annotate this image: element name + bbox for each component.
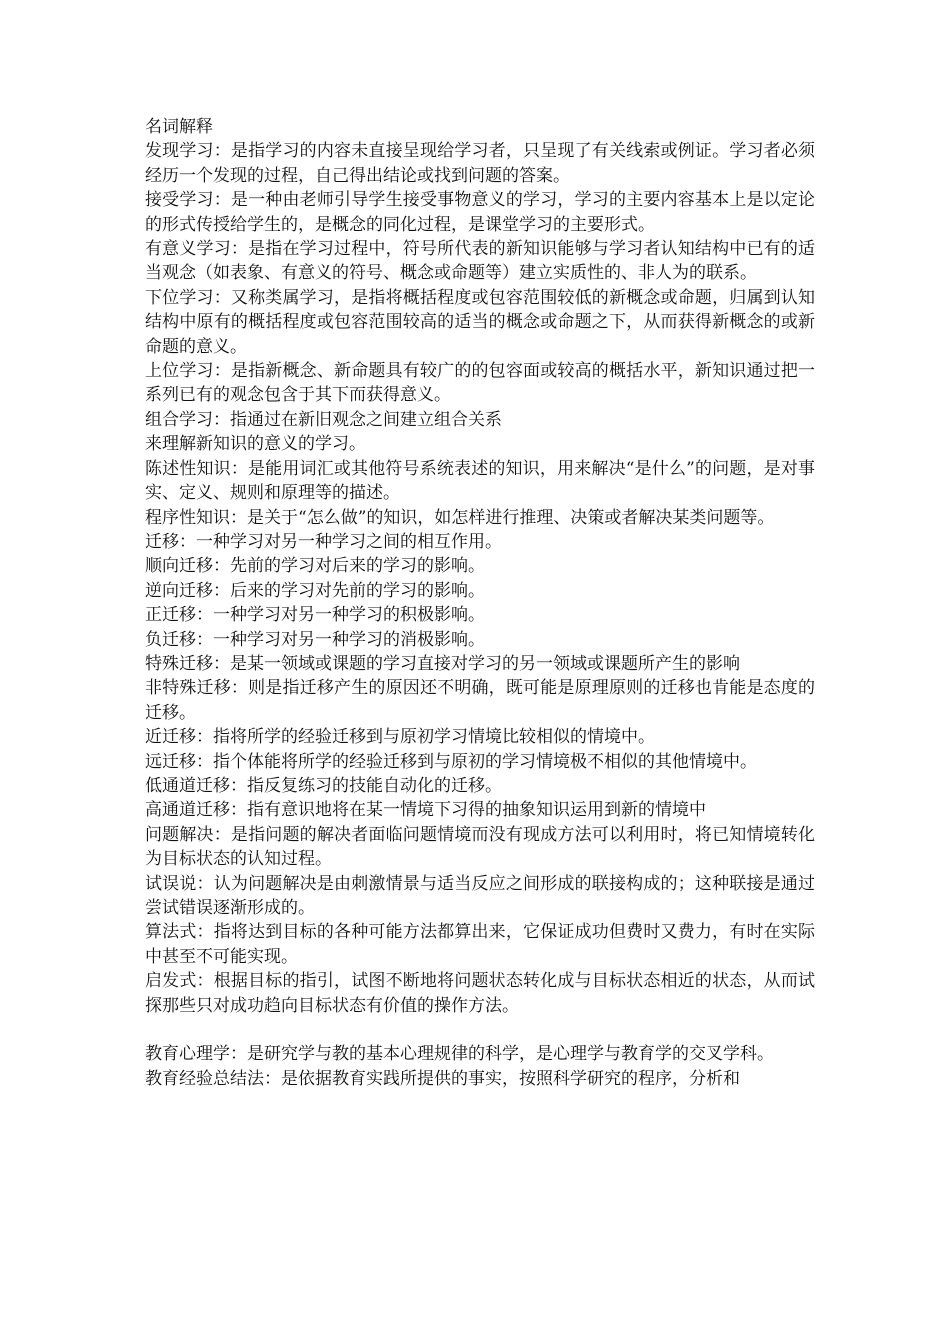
entry-meaningful-learning: 有意义学习：是指在学习过程中，符号所代表的新知识能够与学习者认知结构中已有的适当观念（如表象、有意义的符号、概念或命题等）建立实质性的、非人为的联系。: [145, 239, 815, 284]
entry-problem-solving: 问题解决：是指问题的解决者面临问题情境而没有现成方法可以利用时，将已知情境转化为目标状态的认知过程。: [145, 824, 815, 870]
entry-declarative-knowledge: 陈述性知识：是能用词汇或其他符号系统表述的知识，用来解决“是什么”的问题，是对事实、定义、规则和原理等的描述。: [145, 458, 815, 504]
entry-experience-summary-method: 教育经验总结法：是依据教育实践所提供的事实，按照科学研究的程序，分析和: [145, 1068, 740, 1089]
entry-forward-transfer: 顺向迁移：先前的学习对后来的学习的影响。: [145, 556, 485, 577]
entry-negative-transfer: 负迁移：一种学习对另一种学习的消极影响。: [145, 629, 485, 650]
document-title: 名词解释: [145, 117, 213, 137]
blank-line: [145, 1018, 815, 1042]
entry-combinatorial-learning: 组合学习：指通过在新旧观念之间建立组合关系: [145, 409, 502, 430]
entry-specific-transfer: 特殊迁移：是某一领域或课题的学习直接对学习的另一领域或课题所产生的影响: [145, 653, 740, 674]
entry-transfer: 迁移：一种学习对另一种学习之间的相互作用。: [145, 531, 502, 552]
entry-subordinate-learning: 下位学习：又称类属学习，是指将概括程度或包容范围较低的新概念或命题，归属到认知结构中原有的概括程度或包容范围较高的适当的概念或命题之下，从而获得新概念的或新命题的意义。: [145, 287, 815, 357]
entry-low-road-transfer: 低通道迁移：指反复练习的技能自动化的迁移。: [145, 775, 502, 796]
entry-algorithm: 算法式：指将达到目标的各种可能方法都算出来，它保证成功但费时又费力，有时在实际中甚至不可能实现。: [145, 922, 815, 967]
entry-educational-psychology: 教育心理学：是研究学与教的基本心理规律的科学，是心理学与教育学的交叉学科。: [145, 1044, 774, 1065]
entry-backward-transfer: 逆向迁移：后来的学习对先前的学习的影响。: [145, 580, 485, 601]
entry-positive-transfer: 正迁移：一种学习对另一种学习的积极影响。: [145, 605, 485, 626]
entry-near-transfer: 近迁移：指将所学的经验迁移到与原初学习情境比较相似的情境中。: [145, 727, 655, 748]
entry-trial-and-error: 试误说：认为问题解决是由刺激情景与适当反应之间形成的联接构成的；这种联接是通过尝试错误逐渐形成的。: [145, 873, 815, 918]
entry-combinatorial-learning-cont: 来理解新知识的意义的学习。: [145, 434, 366, 455]
entry-discovery-learning: 发现学习：是指学习的内容未直接呈现给学习者，只呈现了有关线索或例证。学习者必须经历一个发现的过程，自己得出结论或找到问题的答案。: [145, 141, 815, 186]
entry-procedural-knowledge: 程序性知识：是关于“怎么做”的知识，如怎样进行推理、决策或者解决某类问题等。: [145, 507, 775, 528]
entry-high-road-transfer: 高通道迁移：指有意识地将在某一情境下习得的抽象知识运用到新的情境中: [145, 800, 706, 821]
entry-reception-learning: 接受学习：是一种由老师引导学生接受事物意义的学习，学习的主要内容基本上是以定论的形式传授给学生的，是概念的同化过程，是课堂学习的主要形式。: [145, 190, 815, 235]
entry-far-transfer: 远迁移：指个体能将所学的经验迁移到与原初的学习情境极不相似的其他情境中。: [145, 751, 757, 772]
document-page: [145, 115, 815, 1091]
entry-heuristic: 启发式：根据目标的指引，试图不断地将问题状态转化成与目标状态相近的状态，从而试探那些只对成功趋向目标状态有价值的操作方法。: [145, 971, 815, 1016]
entry-superordinate-learning: 上位学习：是指新概念、新命题具有较广的的包容面或较高的概括水平，新知识通过把一系列已有的观念包含于其下而获得意义。: [145, 361, 815, 406]
entry-nonspecific-transfer: 非特殊迁移：则是指迁移产生的原因还不明确，既可能是原理原则的迁移也肯能是态度的迁移。: [145, 678, 815, 723]
